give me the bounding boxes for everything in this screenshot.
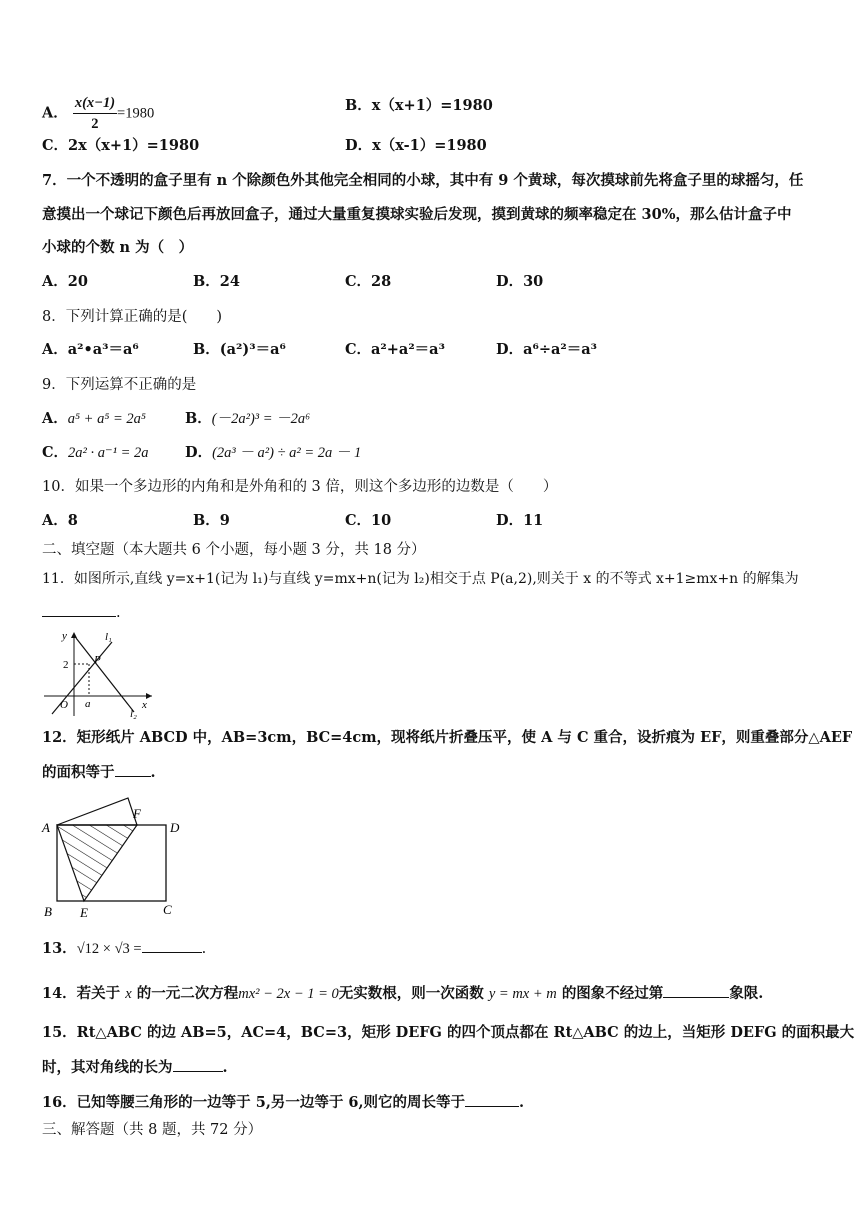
q12-answer-blank[interactable] xyxy=(115,762,151,777)
q15-answer-blank[interactable] xyxy=(173,1057,223,1072)
q7-stem-line3: 小球的个数 n 为（ ） xyxy=(42,239,194,256)
label-a: a xyxy=(85,698,91,710)
q11-figure xyxy=(38,628,156,720)
q13-line: 13．√12 × √3 = . xyxy=(42,940,207,957)
q8-option-d: D．a⁶÷a²＝a³ xyxy=(496,341,597,358)
label-e: E xyxy=(80,905,88,920)
q16-answer-blank[interactable] xyxy=(465,1092,519,1107)
q7-stem-line1: 7．一个不透明的盒子里有 n 个除颜色外其他完全相同的小球，其中有 9 个黄球，每次摸球前先将盒子里的球摇匀，任 xyxy=(42,172,804,189)
q14-answer-blank[interactable] xyxy=(663,983,729,998)
x-axis-arrow xyxy=(146,693,152,699)
q7-stem-line2: 意摸出一个球记下颜色后再放回盒子，通过大量重复摸球实验后发现，摸到黄球的频率稳定在 30%，那么估计盒子中 xyxy=(42,206,792,223)
label-x: x xyxy=(142,699,147,711)
section-2-heading: 二、填空题（本大题共 6 个小题，每小题 3 分，共 18 分） xyxy=(42,542,426,558)
q10-option-d: D．11 xyxy=(496,512,544,529)
q7-option-d: D．30 xyxy=(496,273,544,290)
q9-option-b: B．(－2a²)³ = －2a⁶ xyxy=(185,410,311,427)
label-d: D xyxy=(170,820,180,835)
q15-stem-line1: 15．Rt△ABC 的边 AB=5，AC=4，BC=3，矩形 DEFG 的四个顶点都在 Rt△ABC 的边上，当矩形 DEFG 的面积最大 xyxy=(42,1024,855,1041)
q15-stem-line2: 时，其对角线的长为 . xyxy=(42,1059,228,1076)
label-y: y xyxy=(62,630,67,642)
q12-stem-line1: 12．矩形纸片 ABCD 中，AB=3cm，BC=4cm，现将纸片折叠压平，使 A 与 C 重合，设折痕为 EF，则重叠部分△AEF xyxy=(42,729,853,746)
q7-option-b: B．24 xyxy=(193,273,240,290)
folded-flap xyxy=(57,798,137,825)
q10-option-b: B．9 xyxy=(193,512,230,529)
q8-option-a: A．a²•a³＝a⁶ xyxy=(42,341,139,358)
q7-option-a: A．20 xyxy=(42,273,88,290)
section-3-heading: 三、解答题（共 8 题，共 72 分） xyxy=(42,1122,263,1138)
q9-option-a: A．a⁵ + a⁵ = 2a⁵ xyxy=(42,410,146,427)
label-c: C xyxy=(163,902,172,917)
q10-option-c: C．10 xyxy=(345,512,392,529)
q8-option-b: B．(a²)³＝a⁶ xyxy=(193,341,286,358)
label-two: 2 xyxy=(63,659,69,671)
q12-stem-line2: 的面积等于 . xyxy=(42,764,156,781)
q7-option-c: C．28 xyxy=(345,273,392,290)
q11-answer-blank[interactable] xyxy=(42,602,116,617)
q6-option-a: A． $\frac{x(x-1)}{2}$ =1980 xyxy=(42,95,155,132)
q14-line: 14．若关于 x 的一元二次方程mx² − 2x − 1 = 0无实数根，则一次函数 y = mx + m 的图象不经过第 象限. xyxy=(42,985,764,1002)
q13-answer-blank[interactable] xyxy=(142,938,202,953)
q12-figure xyxy=(36,792,186,922)
label-b: B xyxy=(44,904,52,919)
q6-option-a-fraction: $\frac{x(x-1)}{2}$ xyxy=(74,95,116,132)
label-p: P xyxy=(94,654,101,666)
label-a: A xyxy=(42,820,50,835)
q9-option-d: D．(2a³ － a²) ÷ a² = 2a － 1 xyxy=(185,444,362,461)
q6-option-c: C．2x（x+1）=1980 xyxy=(42,137,200,154)
y-axis-arrow xyxy=(71,632,77,638)
q10-stem: 10．如果一个多边形的内角和是外角和的 3 倍，则这个多边形的边数是（ ） xyxy=(42,479,558,495)
q11-stem-line1: 11．如图所示,直线 y=x+1(记为 l₁)与直线 y=mx+n(记为 l₂)相交于点 P(a,2),则关于 x 的不等式 x+1≥mx+n 的解集为 xyxy=(42,571,799,587)
q11-stem-line2: . xyxy=(42,602,121,623)
label-l2: l₂ xyxy=(130,708,137,720)
q9-option-c: C．2a² · a⁻¹ = 2a xyxy=(42,444,149,461)
q16-line: 16．已知等腰三角形的一边等于 5,另一边等于 6,则它的周长等于 . xyxy=(42,1094,525,1111)
q8-stem: 8．下列计算正确的是( ) xyxy=(42,309,223,325)
label-origin: O xyxy=(60,699,68,711)
label-f: F xyxy=(133,806,141,821)
q9-stem: 9．下列运算不正确的是 xyxy=(42,377,197,393)
q8-option-c: C．a²+a²＝a³ xyxy=(345,341,445,358)
label-l1: l₁ xyxy=(105,631,112,643)
q6-option-b: B．x（x+1）=1980 xyxy=(345,97,493,114)
q6-option-d: D．x（x-1）=1980 xyxy=(345,137,487,154)
triangle-aef xyxy=(57,825,137,901)
q10-option-a: A．8 xyxy=(42,512,78,529)
